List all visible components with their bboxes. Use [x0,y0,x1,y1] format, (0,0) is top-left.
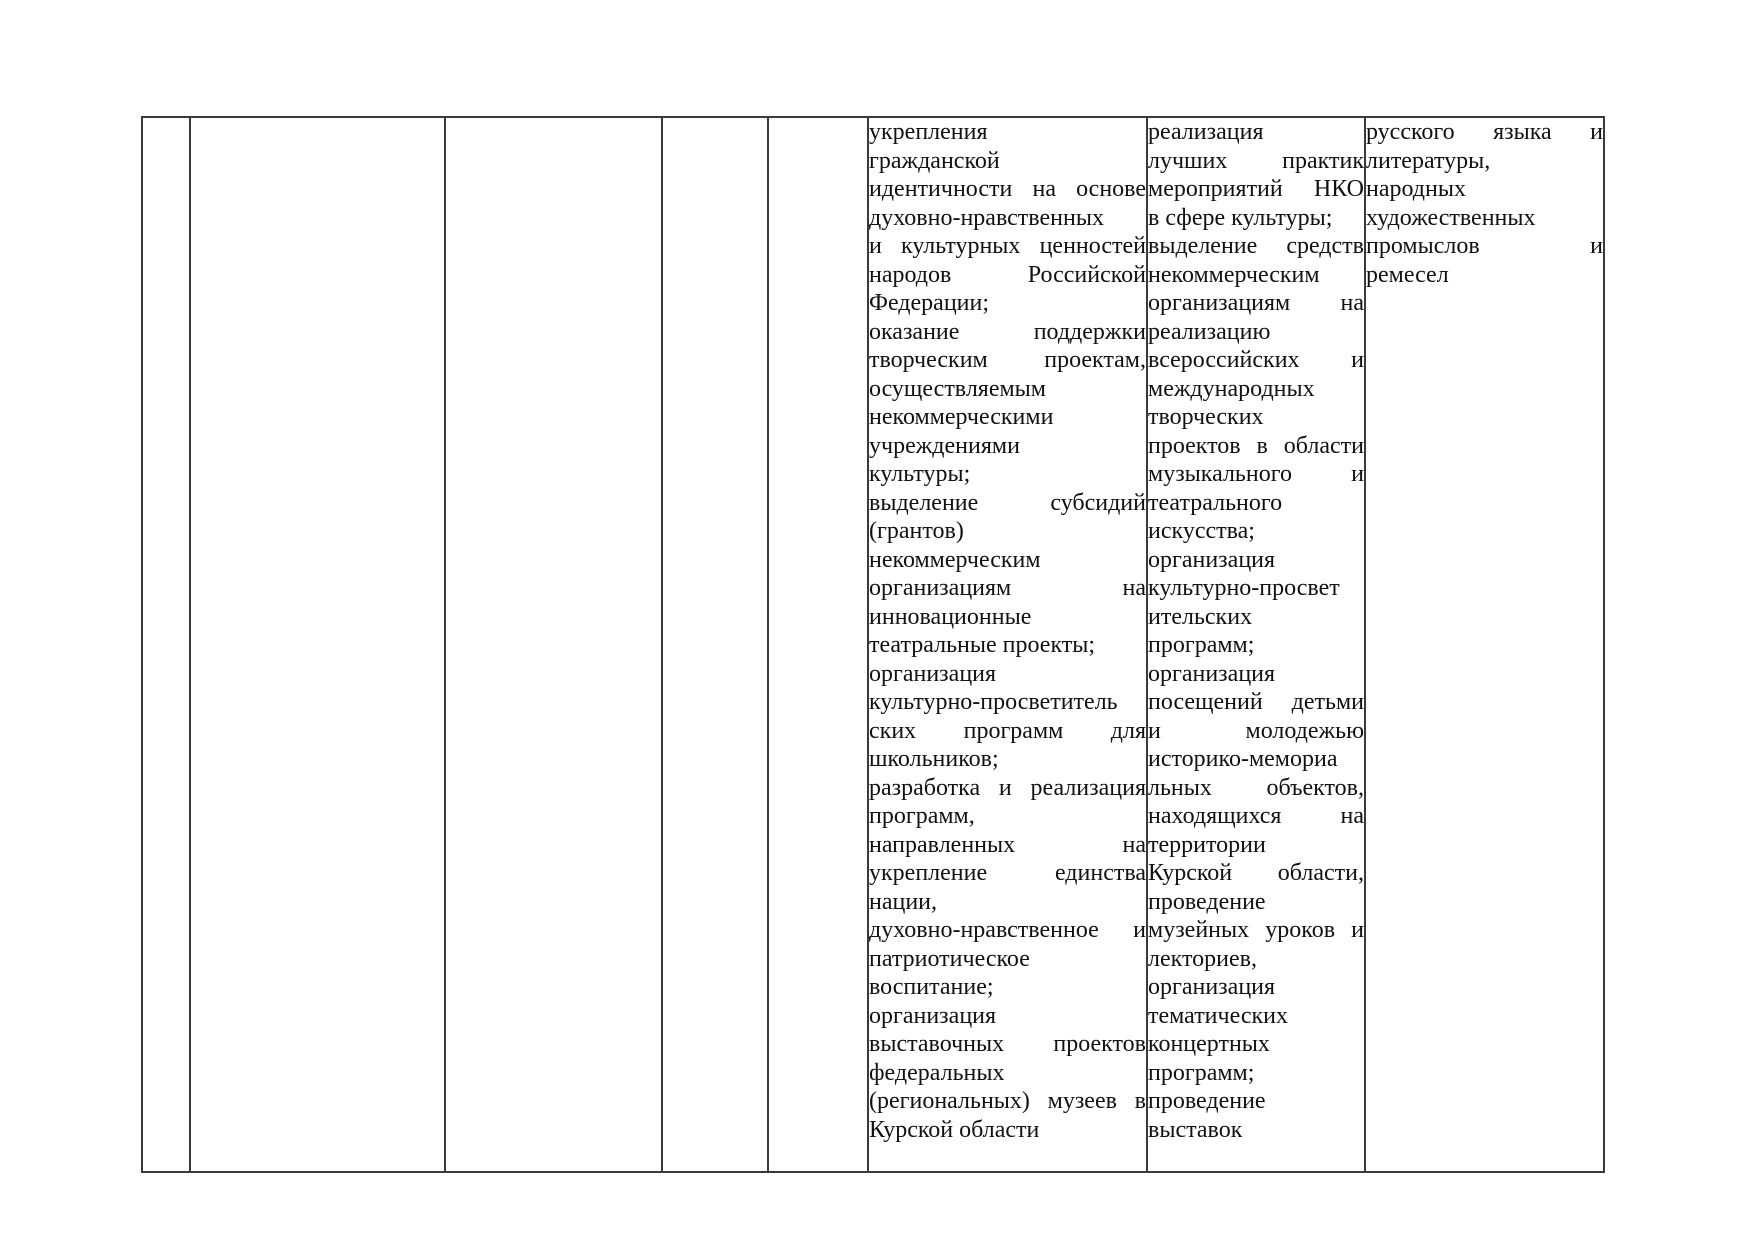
text-line: программ; [1148,632,1255,658]
text-line: культурно-просветитель [869,689,1118,715]
text-line: нации, [869,888,938,915]
text-line: находящихся на [1148,803,1364,829]
text-line: гражданской [869,147,1000,174]
text-line: организациям на [1148,290,1364,316]
text-line: русского языка и [1366,119,1603,145]
text-line: реализацию [1148,318,1271,345]
text-line: организация [1148,546,1276,573]
text-line: территории [1148,831,1266,858]
text-line: направленных на [869,831,1146,858]
text-line: организация [869,1002,997,1029]
text-line: и культурных ценностей [869,233,1146,259]
text-line: осуществляемым [869,375,1046,402]
text-line: театральные проекты; [869,632,1096,658]
text-line: искусства; [1148,518,1255,544]
text-line: воспитание; [869,974,994,1000]
text-line: проведение [1148,888,1266,915]
text-line: проектов в области [1148,432,1364,459]
text-line: тематических [1148,1002,1289,1029]
text-line: идентичности на основе [869,176,1146,202]
text-line: музыкального и [1148,461,1364,487]
text-line: всероссийских и [1148,347,1364,373]
text-line: творческим проектам, [869,347,1146,373]
text-line: укрепление единства [869,860,1146,886]
text-line: выставочных проектов [869,1031,1146,1057]
text-line: учреждениями [869,432,1020,459]
text-line: выделение субсидий [869,489,1146,516]
text-line: народов Российской [869,261,1146,288]
text-line: организациям на [869,575,1146,601]
text-line: в сфере культуры; [1148,204,1333,231]
text-line: ских программ для [869,717,1146,744]
text-line: Курской области, [1148,860,1364,886]
text-line: выделение средств [1148,233,1364,259]
table-cell-6-text [868,117,1147,1172]
table-cell-3-empty [445,117,662,1172]
table-cell-5-empty [768,117,868,1172]
text-line: литературы, [1366,147,1491,174]
text-line: школьников; [869,746,999,772]
table-cell-4-empty [662,117,768,1172]
text-line: культуры; [869,461,971,487]
text-line: посещений детьми [1148,689,1364,715]
text-line: реализация [1148,119,1264,145]
text-line: организация [1148,974,1276,1000]
text-line: федеральных [869,1059,1005,1086]
text-line: выставок [1148,1116,1243,1143]
text-line: промыслов и [1366,233,1603,259]
text-line: организация [1148,660,1276,687]
text-line: музейных уроков и [1148,917,1364,943]
text-line: творческих [1148,404,1264,430]
text-line: патриотическое [869,945,1030,972]
text-line: ительских [1148,603,1253,630]
text-line: лекториев, [1148,945,1257,972]
text-line: Курской области [869,1116,1040,1143]
text-line: Федерации; [869,290,990,316]
text-line: мероприятий НКО [1148,176,1364,202]
text-line: международных [1148,375,1315,402]
table-row [142,117,1604,1172]
program-table [141,116,1605,1173]
text-line: духовно-нравственных [869,204,1104,231]
table-cell-1-empty [142,117,190,1172]
text-line: проведение [1148,1088,1266,1114]
text-line: историко-мемориа [1148,746,1338,772]
table-cell-2-empty [190,117,445,1172]
text-line: программ; [1148,1059,1255,1086]
text-line: культурно-просвет [1148,575,1340,601]
text-line: ремесел [1366,261,1449,288]
table-cell-8-text [1365,117,1604,1172]
text-line: концертных [1148,1031,1270,1057]
text-line: (региональных) музеев в [869,1088,1146,1114]
text-line: театрального [1148,489,1283,516]
text-line: и молодежью [1148,717,1364,744]
text-line: некоммерческими [869,404,1054,430]
text-line: художественных [1366,204,1536,231]
text-line: лучших практик [1148,147,1364,174]
table-cell-7-text [1147,117,1365,1172]
text-line: инновационные [869,603,1032,630]
text-line: программ, [869,803,975,829]
text-line: (грантов) [869,518,964,544]
text-line: разработка и реализация [869,774,1146,801]
text-line: льных объектов, [1148,774,1364,801]
text-line: организация [869,660,997,687]
text-line: укрепления [869,119,988,145]
text-line: некоммерческим [869,546,1041,573]
text-line: духовно-нравственное и [869,917,1146,943]
text-line: некоммерческим [1148,261,1320,288]
text-line: народных [1366,176,1466,202]
text-line: оказание поддержки [869,318,1146,345]
